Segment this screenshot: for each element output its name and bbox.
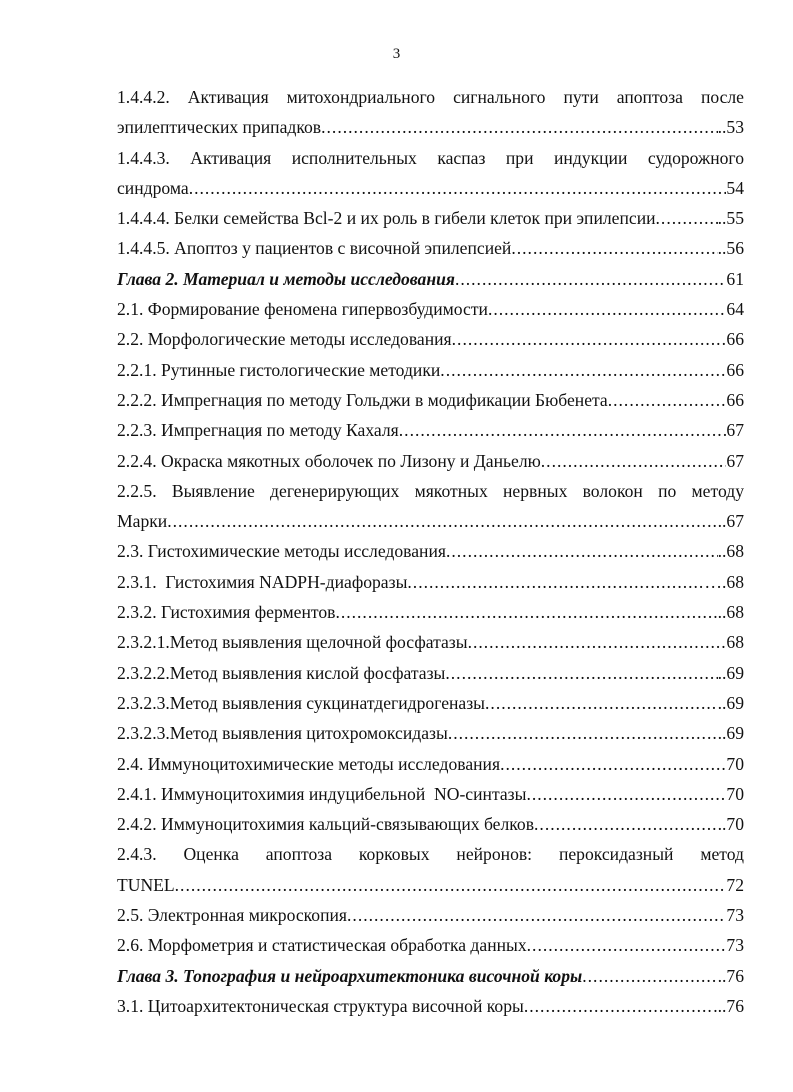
toc-entry <box>117 415 744 445</box>
toc-page-number: 70 <box>726 783 744 804</box>
toc-entry-title: 1.4.4.5. Апоптоз у пациентов с височной эпилепсией <box>117 238 512 259</box>
toc-entry <box>117 446 744 476</box>
toc-entry-title: 2.2. Морфологические методы исследования <box>117 329 452 350</box>
toc-entry <box>117 688 744 718</box>
dot-leader <box>446 536 718 566</box>
dot-leader <box>534 809 718 839</box>
toc-page-number: 66 <box>726 389 744 410</box>
toc-page-number: 64 <box>726 299 744 320</box>
toc-entry-text: 2.2.5. Выявление дегенерирующих мякотных нервных волокон по методу <box>117 480 744 501</box>
dot-leader <box>455 264 726 294</box>
toc-entry-title: 2.5. Электронная микроскопия <box>117 905 348 926</box>
toc-page-number: ..55 <box>717 208 744 229</box>
toc-page-number: 68 <box>726 632 744 653</box>
dot-leader <box>582 961 717 991</box>
toc-page-number: ..67 <box>717 511 744 532</box>
toc-entry <box>117 779 744 809</box>
dot-leader <box>335 597 713 627</box>
dot-leader <box>608 385 727 415</box>
toc-page-number: ..53 <box>717 117 744 138</box>
toc-entry <box>117 597 744 627</box>
toc-entry <box>117 567 744 597</box>
toc-page-number: 54 <box>726 177 744 198</box>
toc-entry <box>117 324 744 354</box>
toc-entry <box>117 870 744 900</box>
toc-chapter-title: Глава 3. Топография и нейроархитектоника височной коры <box>117 965 583 986</box>
toc-chapter <box>117 264 744 294</box>
toc-entry-title: 2.2.2. Импрегнация по методу Гольджи в модификации Бюбенета <box>117 389 608 410</box>
toc-page-number: 61 <box>726 268 744 289</box>
toc-entry-title: 2.2.4. Окраска мякотных оболочек по Лизону и Даньелю <box>117 450 541 471</box>
table-of-contents <box>117 82 744 1021</box>
dot-leader <box>524 991 713 1021</box>
toc-entry <box>117 991 744 1021</box>
dot-leader <box>175 870 727 900</box>
toc-page-number: 73 <box>726 935 744 956</box>
dot-leader <box>399 415 727 445</box>
dot-leader <box>440 355 726 385</box>
toc-entry <box>117 900 744 930</box>
dot-leader <box>526 779 726 809</box>
toc-entry-title: 2.3.2. Гистохимия ферментов <box>117 602 336 623</box>
dot-leader <box>488 294 726 324</box>
dot-leader <box>445 658 717 688</box>
dot-leader <box>452 324 727 354</box>
toc-entry-title: 2.2.1. Рутинные гистологические методики <box>117 359 441 380</box>
toc-entry-title: 2.3.2.1.Метод выявления щелочной фосфатазы <box>117 632 468 653</box>
dot-leader <box>527 930 727 960</box>
dot-leader <box>468 627 727 657</box>
toc-page-number: ….68 <box>704 571 744 592</box>
toc-entry <box>117 536 744 566</box>
toc-entry-title: 2.4.2. Иммуноцитохимия кальций-связывающих белков <box>117 814 535 835</box>
toc-entry-text: 2.4.3. Оценка апоптоза корковых нейронов: пероксидазный метод <box>117 844 744 865</box>
dot-leader <box>407 567 704 597</box>
toc-page-number: 73 <box>726 905 744 926</box>
toc-entry <box>117 749 744 779</box>
dot-leader <box>189 173 727 203</box>
toc-entry <box>117 203 744 233</box>
dot-leader <box>485 688 718 718</box>
toc-entry <box>117 809 744 839</box>
toc-entry-title: 2.3.2.3.Метод выявления цитохромоксидазы <box>117 723 448 744</box>
toc-entry <box>117 385 744 415</box>
toc-entry-title: 2.4.1. Иммуноцитохимия индуцибельной NO-синтазы <box>117 783 527 804</box>
toc-entry-title: 2.1. Формирование феномена гипервозбудимости <box>117 299 488 320</box>
toc-page-number: 67 <box>726 420 744 441</box>
toc-entry <box>117 718 744 748</box>
toc-page-number: ..69 <box>717 692 744 713</box>
toc-page-number: ..56 <box>717 238 744 259</box>
toc-entry-title: синдрома <box>117 177 189 198</box>
toc-page-number: 67 <box>726 450 744 471</box>
toc-page-number: ...68 <box>713 602 744 623</box>
dot-leader <box>656 203 718 233</box>
toc-page-number: ..68 <box>717 541 744 562</box>
toc-page-number: 66 <box>726 359 744 380</box>
toc-entry <box>117 658 744 688</box>
toc-entry <box>117 294 744 324</box>
toc-page-number: ..70 <box>717 814 744 835</box>
toc-entry <box>117 173 744 203</box>
toc-entry-title: 2.3.2.2.Метод выявления кислой фосфатазы <box>117 662 446 683</box>
dot-leader <box>321 112 717 142</box>
toc-page-number: ..76 <box>717 965 744 986</box>
toc-page-number: ..69 <box>717 662 744 683</box>
page-number: 3 <box>392 46 401 62</box>
toc-page-number: 66 <box>726 329 744 350</box>
toc-entry-title: 1.4.4.4. Белки семейства Bcl-2 и их роль в гибели клеток при эпилепсии <box>117 208 656 229</box>
dot-leader <box>500 749 726 779</box>
toc-entry <box>117 112 744 142</box>
toc-entry <box>117 233 744 263</box>
toc-entry-text: 1.4.4.3. Активация исполнительных каспаз при индукции судорожного <box>117 147 744 168</box>
toc-entry-title: 2.6. Морфометрия и статистическая обработка данных <box>117 935 527 956</box>
toc-page-number: ..69 <box>717 723 744 744</box>
toc-entry <box>117 627 744 657</box>
dot-leader <box>347 900 726 930</box>
toc-page-number: ...76 <box>713 995 744 1016</box>
toc-entry-title: 3.1. Цитоархитектоническая структура височной коры <box>117 995 524 1016</box>
toc-chapter <box>117 961 744 991</box>
toc-entry-title: TUNEL <box>117 874 175 895</box>
toc-entry-title: Марки <box>117 511 168 532</box>
toc-entry-title: эпилептических припадков <box>117 117 322 138</box>
toc-entry-text: 1.4.4.2. Активация митохондриального сигнального пути апоптоза после <box>117 87 744 107</box>
toc-entry-title: 2.2.3. Импрегнация по методу Кахаля <box>117 420 399 441</box>
toc-entry <box>117 930 744 960</box>
toc-page-number: 70 <box>726 753 744 774</box>
toc-entry-title: 2.3. Гистохимические методы исследования <box>117 541 446 562</box>
dot-leader <box>541 446 727 476</box>
dot-leader <box>167 506 717 536</box>
toc-entry-title: 2.4. Иммуноцитохимические методы исследования <box>117 753 501 774</box>
dot-leader <box>511 233 717 263</box>
toc-entry <box>117 506 744 536</box>
toc-entry <box>117 355 744 385</box>
toc-chapter-title: Глава 2. Материал и методы исследования <box>117 268 455 289</box>
dot-leader <box>448 718 718 748</box>
toc-entry-title: 2.3.2.3.Метод выявления сукцинатдегидрогеназы <box>117 692 486 713</box>
toc-entry-title: 2.3.1. Гистохимия NADPH-диафоразы <box>117 571 408 592</box>
toc-page-number: 72 <box>726 874 744 895</box>
